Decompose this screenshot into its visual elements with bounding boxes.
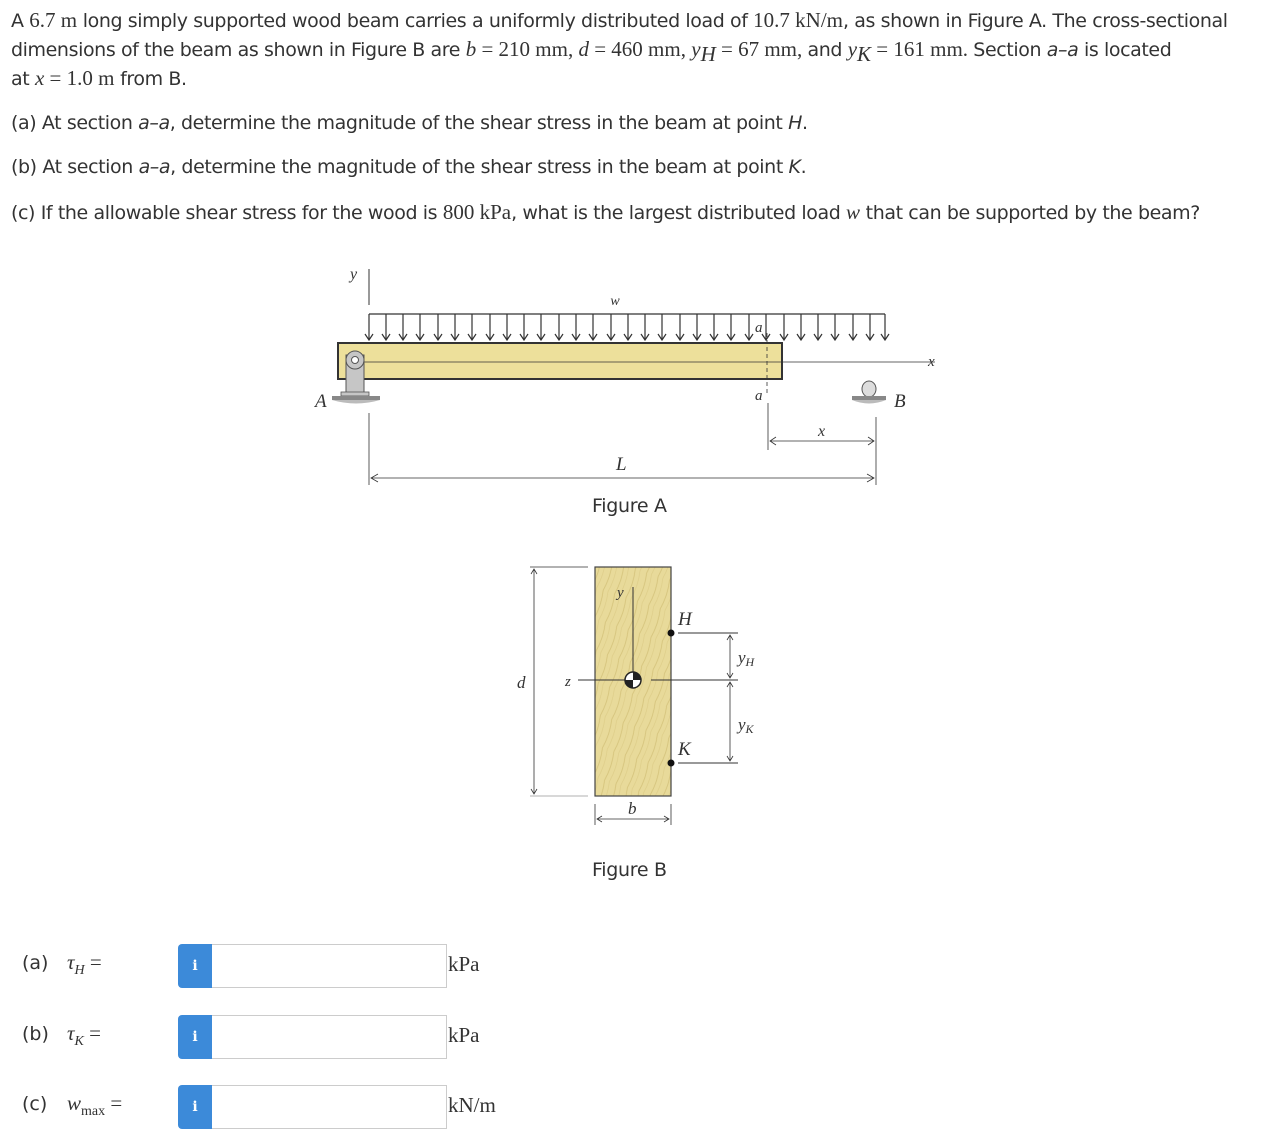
part-label: (a) — [22, 952, 49, 974]
info-icon[interactable]: i — [178, 1015, 212, 1059]
question-b — [11, 156, 806, 178]
answer-row-c — [0, 1085, 600, 1129]
unit-label: kN/m — [448, 1093, 496, 1117]
beam — [338, 343, 782, 379]
answer-row-b — [0, 1015, 600, 1059]
z-label: z — [565, 674, 571, 690]
yH-symbol: y — [691, 37, 701, 61]
figure-b-caption: Figure B — [592, 859, 667, 881]
d-value: = 460 mm, — [588, 37, 692, 61]
text: , what is the largest distributed load — [511, 202, 847, 224]
point-h — [668, 630, 675, 637]
label-a: A — [315, 391, 327, 412]
problem-line-3 — [11, 66, 187, 91]
x-axis-label: x — [928, 354, 935, 370]
tau-h-input[interactable] — [212, 944, 447, 988]
distributed-load-arrows — [365, 314, 889, 340]
k-label: K — [678, 739, 691, 760]
label-b: B — [894, 391, 906, 412]
question-a — [11, 112, 808, 134]
w-max-input[interactable] — [212, 1085, 447, 1129]
unit-label: kPa — [448, 952, 480, 976]
yK-dim-label: yK — [738, 715, 754, 736]
text: . — [801, 112, 808, 134]
text: (a) At section — [11, 112, 139, 134]
allowable-stress: 800 kPa — [442, 200, 512, 224]
y-axis-label: y — [350, 266, 358, 283]
question-c — [11, 200, 1200, 225]
text: is located — [1078, 39, 1172, 61]
x-value: = 1.0 m — [44, 66, 115, 90]
b-symbol: b — [465, 37, 477, 61]
text: long simply supported wood beam carries a uniformly distributed load of — [77, 10, 754, 32]
figure-a-caption: Figure A — [592, 495, 667, 517]
problem-line-1 — [11, 8, 1228, 33]
b-value: = 210 mm, — [476, 37, 579, 61]
yK-symbol: y — [847, 37, 858, 61]
point-label: H — [788, 112, 802, 134]
L-label: L — [616, 454, 627, 475]
h-label: H — [678, 609, 692, 630]
d-label: d — [517, 673, 526, 692]
x-symbol: x — [34, 66, 45, 90]
part-label: (c) — [22, 1093, 48, 1115]
text: (b) At section — [11, 156, 139, 178]
load-value: 10.7 kN/m — [753, 8, 844, 32]
yH-dim-label: yH — [738, 648, 755, 669]
text: A — [11, 10, 30, 32]
x-dim-label: x — [818, 423, 826, 440]
section-label: a–a — [138, 112, 170, 134]
w-label: w — [610, 294, 620, 309]
yH-subscript: H — [700, 41, 716, 66]
w-max-symbol: $w_{max}$ = — [67, 1091, 123, 1120]
section-label: a–a — [138, 156, 171, 178]
text: at — [11, 68, 35, 90]
y-label: y — [617, 585, 624, 601]
point-label: K — [788, 156, 801, 178]
yH-value: = 67 mm, — [715, 37, 808, 61]
text: , as shown in Figure A. The cross-sectional — [843, 10, 1228, 32]
section-label-top: a — [755, 320, 763, 336]
info-icon[interactable]: i — [178, 944, 212, 988]
beam-length: 6.7 m — [29, 8, 78, 32]
unit-label: kPa — [448, 1023, 480, 1047]
figure-b-diagram — [510, 560, 790, 840]
text: dimensions of the beam as shown in Figure B are — [11, 39, 466, 61]
info-icon[interactable]: i — [178, 1085, 212, 1129]
section-label: a–a — [1046, 39, 1079, 61]
centroid-icon — [625, 672, 641, 688]
answer-row-a — [0, 944, 600, 988]
point-k — [668, 760, 675, 767]
text: , determine the magnitude of the shear stress in the beam at point — [169, 112, 789, 134]
text: , determine the magnitude of the shear stress in the beam at point — [170, 156, 789, 178]
text: (c) If the allowable shear stress for the wood is — [11, 202, 443, 224]
section-label-bottom: a — [755, 388, 763, 404]
yK-value: = 161 mm. — [871, 37, 974, 61]
part-label: (b) — [22, 1023, 49, 1045]
problem-line-2 — [11, 37, 1171, 67]
d-symbol: d — [578, 37, 589, 61]
w-symbol: w — [846, 200, 861, 224]
b-label: b — [628, 799, 637, 818]
tau-k-symbol: $\tau_K$ = — [67, 1021, 101, 1050]
yK-subscript: K — [857, 41, 872, 66]
tau-h-symbol: $\tau_H$ = — [67, 950, 102, 979]
figure-a-diagram — [300, 255, 940, 495]
text: from B. — [114, 68, 187, 90]
text: . — [800, 156, 807, 178]
text: that can be supported by the beam? — [860, 202, 1200, 224]
tau-k-input[interactable] — [212, 1015, 447, 1059]
roller-support-b — [852, 381, 886, 404]
text: Section — [973, 39, 1047, 61]
text: and — [807, 39, 848, 61]
